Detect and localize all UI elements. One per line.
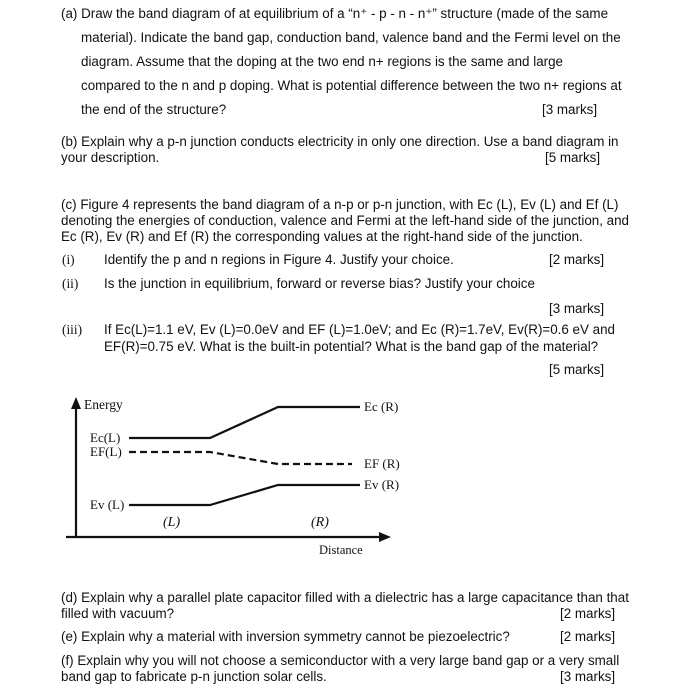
part-e-text: (e) Explain why a material with inversion symmetry cannot be piezoelectric? [61,629,510,644]
part-e-marks: [2 marks] [560,629,616,644]
ev-left-label: Ev (L) [90,497,125,512]
part-a-line-5: the end of the structure? [81,102,227,117]
part-c-iii-line-1: If Ec(L)=1.1 eV, Ev (L)=0.0eV and EF (L)=1.0eV; and Ec (R)=1.7eV, Ev(R)=0.6 eV and [104,322,615,337]
part-b-line-1: (b) Explain why a p-n junction conducts electricity in only one direction. Use a band diagram in [61,134,619,149]
part-c-line-1: (c) Figure 4 represents the band diagram of a n-p or p-n junction, with Ec (L), Ev (L) and Ef (L) [61,197,619,212]
conduction-band-line [129,407,360,438]
ev-right-label: Ev (R) [364,477,400,492]
part-c-iii-line-2: EF(R)=0.75 eV. What is the built-in potential? What is the band gap of the material? [104,339,599,354]
energy-axis-arrowhead [71,397,81,409]
part-b-line-2: your description. [61,150,160,165]
valence-band-line [129,485,360,505]
energy-axis-label: Energy [84,397,123,412]
part-a-line-4: compared to the n and p doping. What is potential difference between the two n+ regions at [81,78,622,93]
ec-left-label: Ec(L) [90,430,121,445]
part-d-line-2: filled with vacuum? [61,606,175,621]
part-c-line-2: denoting the energies of conduction, valence and Fermi at the left-hand side of the junction, and [61,213,629,228]
part-f-line-1: (f) Explain why you will not choose a semiconductor with a very large band gap or a very small [61,653,620,668]
region-right-label: (R) [311,515,329,530]
distance-axis-arrowhead [379,532,391,542]
part-c-iii-marks: [5 marks] [549,362,605,377]
part-c-ii-text: Is the junction in equilibrium, forward or reverse bias? Justify your choice [104,276,535,291]
ef-right-label: EF (R) [364,456,400,471]
part-a-marks: [3 marks] [542,102,598,117]
part-a-line-1: (a) Draw the band diagram of at equilibrium of a “n⁺ - p - n - n⁺” structure (made of the same [61,6,609,21]
part-a-line-3: diagram. Assume that the doping at the two end n+ regions is the same and large [81,54,563,69]
part-c-i-number: (i) [62,252,75,267]
part-d-marks: [2 marks] [560,606,616,621]
part-c-i-marks: [2 marks] [549,252,605,267]
part-b-marks: [5 marks] [545,150,601,165]
part-f-line-2: band gap to fabricate p-n junction solar cells. [61,669,327,684]
part-c-iii-number: (iii) [62,322,83,337]
distance-axis-label: Distance [319,543,363,557]
part-f-marks: [3 marks] [560,669,616,684]
part-d-line-1: (d) Explain why a parallel plate capacitor filled with a dielectric has a large capacitance than that [61,590,629,605]
part-c-ii-number: (ii) [62,276,79,291]
part-c-i-text: Identify the p and n regions in Figure 4. Justify your choice. [104,252,454,267]
region-left-label: (L) [163,515,181,530]
part-c-ii-marks: [3 marks] [549,301,605,316]
part-a-line-2: material). Indicate the band gap, conduction band, valence band and the Fermi level on the [81,30,621,45]
fermi-level-line [129,452,352,464]
part-c-line-3: Ec (R), Ev (R) and Ef (R) the corresponding values at the right-hand side of the junction. [61,229,583,244]
ef-left-label: EF(L) [90,444,122,459]
ec-right-label: Ec (R) [364,399,399,414]
